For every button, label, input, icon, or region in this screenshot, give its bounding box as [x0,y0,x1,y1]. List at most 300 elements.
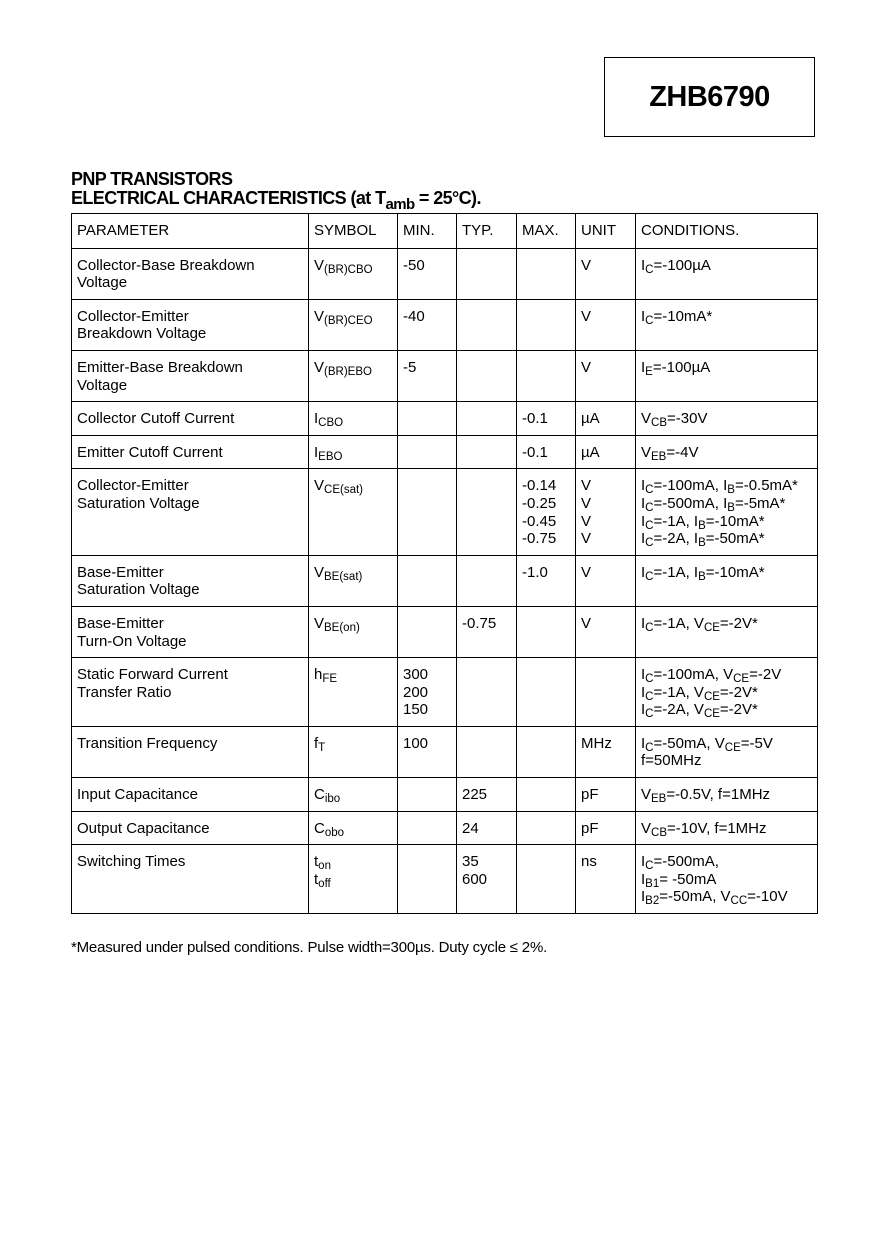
unit-value: V [581,494,592,512]
symbol-line [314,359,393,377]
symbol-subscript: BE(sat) [324,570,363,583]
min-cell [398,845,457,914]
unit-value: V [581,563,592,581]
condition-subscript: B2 [645,895,660,908]
typ-value: 600 [462,870,488,888]
unit-cell [576,778,636,812]
unit-cell [576,811,636,845]
symbol-line [314,853,393,871]
symbol-subscript: ibo [324,793,341,806]
condition-line [641,308,813,326]
parameter-line: Saturation Voltage [77,494,200,512]
typ-cell [457,402,517,436]
conditions-cell [636,845,818,914]
conditions-cell [636,402,818,436]
symbol-base: V [314,358,325,376]
unit-value: V [581,614,592,632]
max-value: -0.25 [522,494,557,512]
condition-text: I [641,256,646,274]
condition-text: =-10mA* [705,563,765,581]
symbol-subscript: CE(sat) [324,484,363,497]
condition-subscript: CE [703,621,720,634]
symbol-line [314,444,393,462]
parameter-cell [72,555,309,606]
table-row [72,350,818,401]
heading-line-2-prefix: ELECTRICAL CHARACTERISTICS (at T [71,188,386,208]
table-row [72,658,818,727]
parameter-cell [72,350,309,401]
condition-text: I [641,530,646,548]
parameter-cell [72,606,309,657]
condition-text: =-50mA, V [659,888,731,906]
parameter-line: Collector-Emitter [77,307,189,325]
condition-text: =-2A, I [653,530,699,548]
condition-line [641,444,813,462]
condition-text: I [641,870,646,888]
condition-text: I [641,683,646,701]
table-row [72,469,818,555]
parameter-line: Emitter Cutoff Current [77,443,223,461]
min-cell [398,299,457,350]
condition-text: =-1A, I [653,512,699,530]
typ-cell [457,299,517,350]
max-cell [517,350,576,401]
max-cell [517,811,576,845]
symbol-cell [309,469,398,555]
symbol-base: V [314,477,325,495]
condition-subscript: C [645,537,654,550]
condition-line [641,495,813,513]
min-cell [398,350,457,401]
condition-subscript: C [645,570,654,583]
condition-text: =-30V [667,410,708,428]
symbol-base: V [314,256,325,274]
unit-value: µA [581,410,600,428]
condition-line [641,871,813,889]
condition-subscript: B [698,537,706,550]
condition-line [641,666,813,684]
footnote: *Measured under pulsed conditions. Pulse width=300µs. Duty cycle ≤ 2%. [71,939,548,956]
condition-line [641,701,813,719]
parameter-line: Saturation Voltage [77,581,200,599]
symbol-subscript: (BR)CEO [324,314,373,327]
header-typ: TYP. [457,214,517,249]
table-row [72,299,818,350]
condition-text: =-100mA, V [653,666,734,684]
condition-text: =-2V* [719,614,758,632]
condition-subscript: CE [733,673,750,686]
unit-value: ns [581,853,597,871]
typ-cell [457,845,517,914]
condition-text: V [641,410,652,428]
conditions-cell [636,435,818,469]
condition-line [641,752,813,770]
unit-value: µA [581,443,600,461]
unit-cell [576,606,636,657]
min-value: 300 [403,666,429,684]
symbol-base: C [314,786,325,804]
condition-text: =-1A, V [653,683,704,701]
symbol-base: V [314,563,325,581]
max-cell [517,845,576,914]
condition-text: f=50MHz [641,752,702,770]
heading-line-1: PNP TRANSISTORS [71,169,233,189]
condition-text: =-500mA, [653,853,719,871]
max-cell [517,658,576,727]
header-parameter: PARAMETER [72,214,309,249]
condition-text: =-0.5mA* [734,477,798,495]
min-value: -5 [403,358,417,376]
max-cell [517,435,576,469]
table-row [72,402,818,436]
symbol-cell [309,778,398,812]
unit-value: pF [581,819,599,837]
parameter-cell [72,658,309,727]
condition-text: =-10mA* [653,307,713,325]
unit-value: pF [581,786,599,804]
symbol-base: I [314,443,319,461]
condition-subscript: EB [651,450,667,463]
condition-text: I [641,512,646,530]
unit-cell [576,350,636,401]
parameter-line: Output Capacitance [77,819,210,837]
condition-line [641,684,813,702]
min-cell [398,778,457,812]
conditions-cell [636,726,818,777]
symbol-subscript: (BR)EBO [324,365,372,378]
condition-text: =-1A, I [653,563,699,581]
table-body [72,248,818,913]
condition-text: I [641,888,646,906]
condition-text: = -50mA [659,870,717,888]
min-value: 100 [403,734,429,752]
condition-text: =-100mA, I [653,477,728,495]
symbol-base: h [314,666,323,684]
max-cell [517,606,576,657]
conditions-cell [636,350,818,401]
parameter-line: Base-Emitter [77,614,164,632]
condition-subscript: EB [651,793,667,806]
condition-subscript: B [727,501,735,514]
condition-subscript: C [645,263,654,276]
conditions-cell [636,299,818,350]
typ-cell [457,778,517,812]
symbol-subscript: T [318,741,326,754]
parameter-line: Voltage [77,274,128,292]
symbol-cell [309,435,398,469]
condition-line [641,735,813,753]
symbol-cell [309,606,398,657]
symbol-cell [309,726,398,777]
unit-cell [576,435,636,469]
header-symbol: SYMBOL [309,214,398,249]
symbol-base: f [314,734,319,752]
unit-value: V [581,358,592,376]
symbol-subscript: off [318,877,331,890]
condition-text: V [641,819,652,837]
unit-value: V [581,307,592,325]
symbol-base: I [314,410,319,428]
unit-value: MHz [581,734,612,752]
unit-cell [576,658,636,727]
condition-subscript: C [645,484,654,497]
typ-cell [457,435,517,469]
unit-value: V [581,477,592,495]
condition-line [641,257,813,275]
condition-text: V [641,443,652,461]
symbol-line [314,786,393,804]
condition-text: I [641,666,646,684]
table-row [72,778,818,812]
min-cell [398,402,457,436]
header-conditions: CONDITIONS. [636,214,818,249]
conditions-cell [636,469,818,555]
parameter-line: Collector-Base Breakdown [77,256,255,274]
condition-text: =-0.5V, f=1MHz [666,786,771,804]
condition-subscript: C [645,690,654,703]
parameter-line: Collector Cutoff Current [77,410,235,428]
condition-subscript: CE [703,690,720,703]
parameter-line: Base-Emitter [77,563,164,581]
condition-line [641,820,813,838]
min-cell [398,606,457,657]
condition-line [641,853,813,871]
condition-text: =-4V [666,443,699,461]
condition-subscript: C [645,708,654,721]
max-value: -0.75 [522,530,557,548]
parameter-cell [72,845,309,914]
condition-text: I [641,853,646,871]
unit-cell [576,726,636,777]
condition-subscript: CE [724,741,741,754]
symbol-line [314,477,393,495]
parameter-line: Emitter-Base Breakdown [77,358,243,376]
unit-cell [576,248,636,299]
electrical-characteristics-table [71,213,818,914]
heading-line-2 [71,188,481,215]
conditions-cell [636,778,818,812]
typ-value: 24 [462,819,479,837]
typ-cell [457,726,517,777]
symbol-line [314,735,393,753]
condition-subscript: CE [703,708,720,721]
condition-subscript: C [645,501,654,514]
condition-text: =-10V [747,888,788,906]
condition-subscript: CC [730,895,748,908]
condition-text: =-100µA [652,358,711,376]
condition-line [641,786,813,804]
parameter-cell [72,778,309,812]
max-cell [517,299,576,350]
parameter-cell [72,726,309,777]
conditions-cell [636,606,818,657]
symbol-base: V [314,307,325,325]
conditions-cell [636,658,818,727]
unit-cell [576,555,636,606]
min-value: -40 [403,307,425,325]
parameter-line: Static Forward Current [77,666,228,684]
table-row [72,726,818,777]
table-row [72,606,818,657]
condition-subscript: C [645,673,654,686]
condition-text: =-2V [749,666,782,684]
max-cell [517,402,576,436]
min-value: -50 [403,256,425,274]
max-cell [517,726,576,777]
typ-value: 225 [462,786,488,804]
condition-text: I [641,734,646,752]
symbol-line [314,564,393,582]
condition-text: =-1A, V [653,614,704,632]
condition-text: =-50mA, V [653,734,725,752]
condition-line [641,477,813,495]
max-cell [517,248,576,299]
typ-cell [457,469,517,555]
symbol-line [314,871,393,889]
condition-line [641,615,813,633]
parameter-line: Collector-Emitter [77,477,189,495]
unit-cell [576,845,636,914]
symbol-subscript: CBO [318,417,344,430]
condition-line [641,530,813,548]
table-row [72,811,818,845]
symbol-subscript: on [318,860,331,873]
conditions-cell [636,811,818,845]
condition-subscript: C [645,860,654,873]
parameter-line: Voltage [77,376,128,394]
conditions-cell [636,248,818,299]
max-cell [517,555,576,606]
typ-value: -0.75 [462,614,497,632]
table-row [72,435,818,469]
table-row [72,845,818,914]
min-cell [398,555,457,606]
symbol-cell [309,350,398,401]
condition-subscript: B [698,570,706,583]
max-cell [517,469,576,555]
parameter-line: Breakdown Voltage [77,325,207,343]
conditions-cell [636,555,818,606]
symbol-subscript: obo [324,826,345,839]
typ-cell [457,606,517,657]
symbol-base: t [314,853,319,871]
condition-text: I [641,494,646,512]
heading-line-2-subscript: amb [385,196,415,213]
parameter-line: Transfer Ratio [77,683,172,701]
condition-text: I [641,614,646,632]
header-unit: UNIT [576,214,636,249]
condition-subscript: B1 [645,877,660,890]
symbol-subscript: FE [322,673,338,686]
parameter-line: Input Capacitance [77,786,198,804]
condition-line [641,359,813,377]
symbol-line [314,410,393,428]
parameter-cell [72,811,309,845]
symbol-cell [309,555,398,606]
condition-line [641,888,813,906]
symbol-line [314,257,393,275]
symbol-base: V [314,614,325,632]
parameter-cell [72,248,309,299]
unit-value: V [581,256,592,274]
condition-text: =-500mA, I [653,494,728,512]
unit-cell [576,469,636,555]
typ-cell [457,350,517,401]
typ-cell [457,248,517,299]
condition-text: =-100µA [653,256,711,274]
symbol-cell [309,299,398,350]
parameter-line: Turn-On Voltage [77,632,187,650]
unit-value: V [581,530,592,548]
symbol-subscript: BE(on) [324,621,360,634]
min-value: 200 [403,683,429,701]
parameter-cell [72,402,309,436]
condition-text: =-5V [740,734,773,752]
table-row [72,555,818,606]
max-value: -0.1 [522,410,548,428]
typ-cell [457,658,517,727]
symbol-cell [309,845,398,914]
symbol-line [314,308,393,326]
condition-text: =-2A, V [653,701,704,719]
condition-subscript: B [698,519,706,532]
condition-line [641,410,813,428]
symbol-cell [309,658,398,727]
condition-text: I [641,307,646,325]
condition-subscript: B [727,484,735,497]
condition-text: =-5mA* [734,494,786,512]
table-row [72,248,818,299]
condition-line [641,564,813,582]
parameter-cell [72,435,309,469]
unit-value: V [581,512,592,530]
parameter-cell [72,469,309,555]
symbol-line [314,820,393,838]
condition-text: V [641,786,652,804]
header-max: MAX. [517,214,576,249]
parameter-line: Switching Times [77,853,186,871]
unit-cell [576,402,636,436]
max-value: -0.14 [522,477,557,495]
min-cell [398,811,457,845]
condition-text: =-2V* [719,683,758,701]
condition-text: =-50mA* [705,530,765,548]
typ-value: 35 [462,853,479,871]
max-cell [517,778,576,812]
max-value: -1.0 [522,563,548,581]
symbol-cell [309,811,398,845]
symbol-cell [309,402,398,436]
condition-subscript: C [645,314,654,327]
table-header-row [72,214,818,249]
condition-text: =-2V* [719,701,758,719]
min-cell [398,658,457,727]
condition-line [641,513,813,531]
header-min: MIN. [398,214,457,249]
part-number-box [604,57,815,137]
condition-subscript: E [645,365,653,378]
part-number: ZHB6790 [649,80,770,113]
symbol-subscript: EBO [318,450,343,463]
min-value: 150 [403,701,429,719]
typ-cell [457,555,517,606]
symbol-cell [309,248,398,299]
min-cell [398,726,457,777]
min-cell [398,435,457,469]
symbol-subscript: (BR)CBO [324,263,373,276]
condition-text: I [641,701,646,719]
symbol-line [314,666,393,684]
